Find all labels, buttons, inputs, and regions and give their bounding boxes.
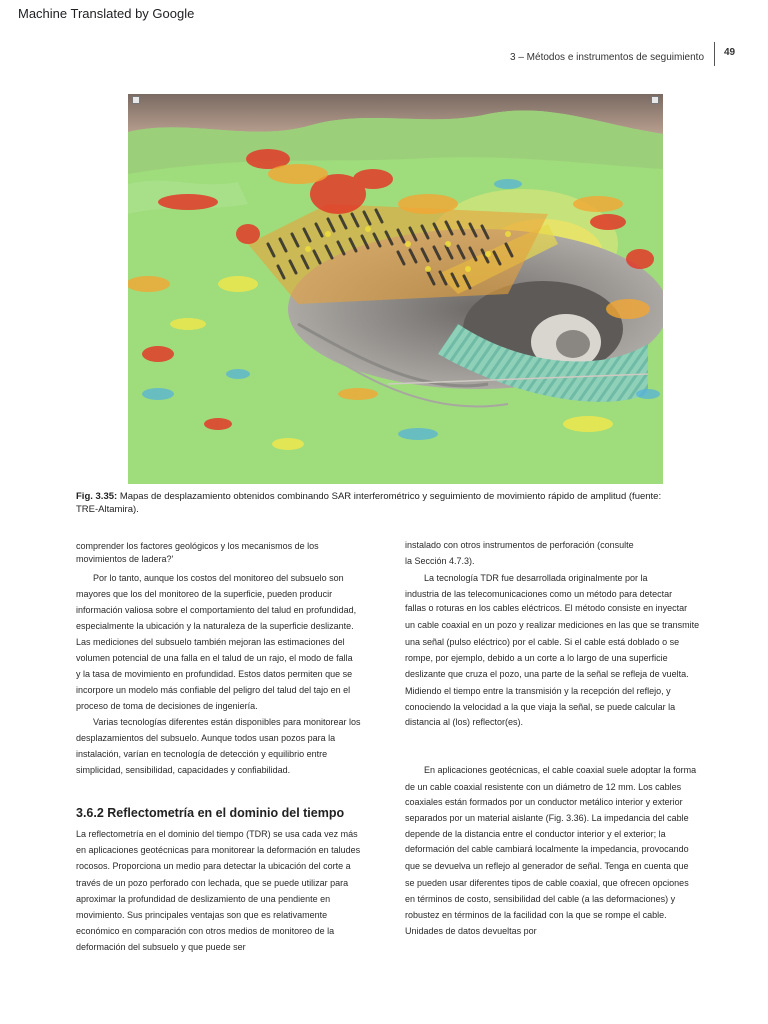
text-line: se pueden usar diferentes tipos de cable coaxial, que ofrecen opciones [405, 878, 689, 888]
text-line: La tecnología TDR fue desarrollada originalmente por la [424, 573, 648, 583]
figure-caption-text: TRE-Altamira). [76, 504, 139, 515]
text-line: movimiento. Sus principales ventajas son que es relativamente [76, 910, 328, 920]
text-line: conociendo la velocidad a la que viaja la señal, se puede calcular la [405, 702, 676, 712]
figure-caption [76, 490, 696, 516]
text-line: económico en comparación con otros medios de monitoreo de la [76, 926, 335, 936]
text-line: movimientos de ladera?' [76, 554, 174, 564]
text-line: rompe, por ejemplo, debido a un corte a lo largo de una superficie [405, 653, 668, 663]
text-line: desplazamientos del subsuelo. Aunque todos usan pozos para la [76, 733, 336, 743]
text-line: mayores que los del monitoreo de la superficie, pueden producir [76, 589, 333, 599]
text-line: un cable coaxial en un pozo y realizar mediciones en las que se transmite [405, 620, 700, 630]
text-line: robustez en términos de la facilidad con la que se rompe el cable. [405, 910, 667, 920]
text-line: fallas o roturas en los cables eléctricos. El método consiste en inyectar [405, 603, 688, 613]
text-line: especialmente la ubicación y la naturaleza de la superficie deslizante. [76, 621, 354, 631]
text-line: Las mediciones del subsuelo también mejoran las estimaciones del [76, 637, 345, 647]
text-line: deslizante que cruza el pozo, una parte de la señal se refleja de vuelta. [405, 669, 689, 679]
text-line: coaxiales están formados por un conductor metálico interior y exterior [405, 797, 683, 807]
sar-displacement-map-figure [128, 94, 663, 484]
header-divider [714, 42, 715, 66]
text-line: simplicidad, sensibilidad, capacidades y confiabilidad. [76, 765, 291, 775]
text-line: distancia al (los) reflector(es). [405, 717, 524, 727]
text-line: en términos de costo, sensibilidad del cable (a las deformaciones) y [405, 894, 676, 904]
text-line: En aplicaciones geotécnicas, el cable coaxial suele adoptar la forma [424, 765, 697, 775]
figure-label: Fig. 3.35: [76, 491, 118, 502]
page-number: 49 [724, 47, 736, 58]
text-line: de un cable coaxial resistente con un diámetro de 12 mm. Los cables [405, 782, 682, 792]
text-line: Por lo tanto, aunque los costos del monitoreo del subsuelo son [93, 573, 344, 583]
text-line: en aplicaciones geotécnicas para monitorear la deformación en taludes [76, 845, 361, 855]
text-line: la Sección 4.7.3). [405, 556, 475, 566]
text-line: volumen potencial de una falla en el talud de un rajo, el modo de falla [76, 653, 353, 663]
text-line: Midiendo el tiempo entre la transmisión y la recepción del reflejo, y [405, 686, 671, 696]
text-line: través de un pozo perforado con lechada, que se puede utilizar para [76, 878, 349, 888]
text-line: comprender los factores geológicos y los mecanismos de los [76, 541, 319, 551]
running-header-title: 3 – Métodos e instrumentos de seguimiento [510, 52, 704, 63]
text-line: depende de la distancia entre el conductor interior y el exterior; la [405, 829, 666, 839]
text-line: proceso de toma de decisiones de ingeniería. [76, 701, 258, 711]
text-line: deformación del subsuelo y que puede ser [76, 942, 246, 952]
text-line: industria de las telecomunicaciones como un método para detectar [405, 589, 673, 599]
map-corner-marker [651, 96, 659, 104]
text-line: separados por un material aislante (Fig. 3.36). La impedancia del cable [405, 813, 689, 823]
text-line: Varias tecnologías diferentes están disponibles para monitorear los [93, 717, 361, 727]
text-line: aproximar la profundidad de deslizamiento de una pendiente en [76, 894, 331, 904]
text-line: rocosos. Proporciona un medio para detectar la ubicación del corte a [76, 861, 351, 871]
machine-translation-banner: Machine Translated by Google [18, 6, 195, 21]
figure-caption-text: Mapas de desplazamiento obtenidos combinando SAR interferométrico y seguimiento de movimiento rápido de amplitud (fuente: [119, 491, 662, 502]
displacement-map-image [128, 94, 663, 484]
text-line: Unidades de datos devueltas por [405, 926, 537, 936]
text-line: y la tasa de movimiento en profundidad. Estos datos permiten que se [76, 669, 353, 679]
text-line: La reflectometría en el dominio del tiempo (TDR) se usa cada vez más [76, 829, 358, 839]
section-heading: 3.6.2 Reflectometría en el dominio del tiempo [76, 806, 345, 820]
text-line: información valiosa sobre el comportamiento del talud en profundidad, [76, 605, 357, 615]
map-corner-marker [132, 96, 140, 104]
text-line: una señal (pulso eléctrico) por el cable. Si el cable está doblado o se [405, 637, 680, 647]
text-line: instalación, varían en tecnología de detección y equilibrio entre [76, 749, 328, 759]
text-line: que se devuelva un reflejo al generador de señal. Tenga en cuenta que [405, 861, 689, 871]
text-line: incorpore un modelo más confiable del peligro del talud del tajo en el [76, 685, 351, 695]
text-line: instalado con otros instrumentos de perforación (consulte [405, 540, 634, 550]
text-line: deformación del cable cambiará localmente la impedancia, provocando [405, 844, 689, 854]
